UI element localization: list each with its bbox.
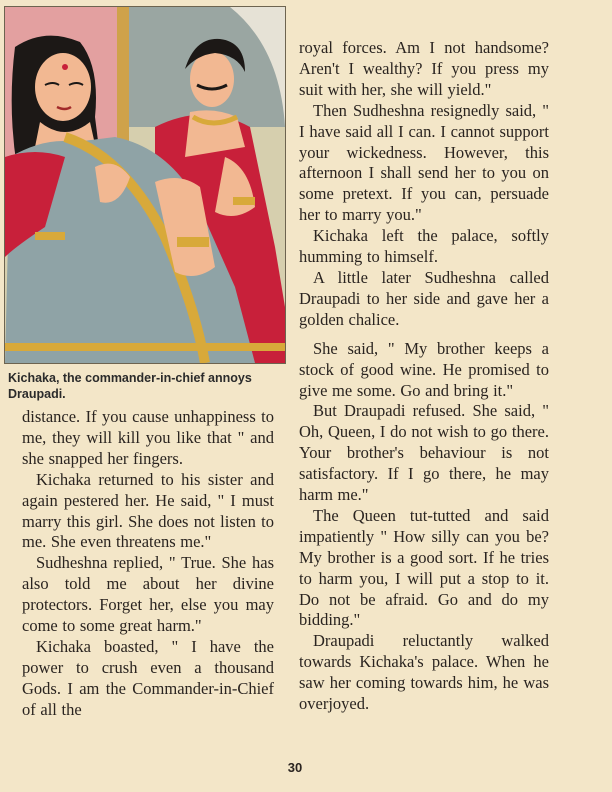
paragraph: Kichaka left the palace, softly humming to himself. xyxy=(299,226,549,267)
paragraph: distance. If you cause unhappiness to me, they will kill you like that " and she snapped her fingers. xyxy=(22,407,274,468)
bindi xyxy=(62,64,68,70)
kichaka-armband xyxy=(233,197,255,205)
paragraph: She said, " My brother keeps a stock of good wine. He promised to give me some. Go and bring it." xyxy=(299,338,549,400)
kichaka-face xyxy=(190,51,234,107)
paragraph: A little later Sudheshna called Draupadi to her side and gave her a golden chalice. xyxy=(299,267,549,329)
paragraph: Then Sudheshna resignedly said, " I have said all I can. I cannot support your wickedness. However, this afternoon I shall send her to you on some pretext. If you can, persuade her to marry you." xyxy=(299,100,549,225)
illustration-caption: Kichaka, the commander-in-chief annoys Draupadi. xyxy=(8,371,252,401)
paragraph: But Draupadi refused. She said, " Oh, Queen, I do not wish to go there. Your brother's behaviour is not satisfactory. If I go there, he may harm me." xyxy=(299,401,549,505)
paragraph: Kichaka returned to his sister and again pestered her. He said, " I must marry this girl. She does not listen to me. She even threatens me." xyxy=(22,469,274,552)
left-bangles xyxy=(35,232,65,240)
paragraph: The Queen tut-tutted and said impatiently " How silly can you be? My brother is a good sort. If he tries to harm you, I will put a stop to it. Do not be afraid. Go and do my bidding." xyxy=(299,505,549,630)
paragraph: royal forces. Am I not handsome? Aren't I wealthy? If you press my suit with her, she will yield." xyxy=(299,38,549,99)
paragraph: Sudheshna replied, " True. She has also told me about her divine protectors. Forget her, else you may come to some great harm." xyxy=(22,553,274,636)
page-number: 30 xyxy=(287,760,303,775)
left-column xyxy=(22,407,274,721)
story-illustration xyxy=(4,6,286,364)
illustration-drawing xyxy=(5,7,285,363)
bangles xyxy=(177,237,209,247)
paragraph-gap xyxy=(299,331,549,339)
paragraph: Draupadi reluctantly walked towards Kichaka's palace. When he saw her coming towards him, he was overjoyed. xyxy=(299,631,549,714)
paragraph: Kichaka boasted, " I have the power to crush even a thousand Gods. I am the Commander-in-Chief of all the xyxy=(22,636,274,719)
draupadi-face xyxy=(35,53,91,121)
right-column xyxy=(299,38,549,715)
